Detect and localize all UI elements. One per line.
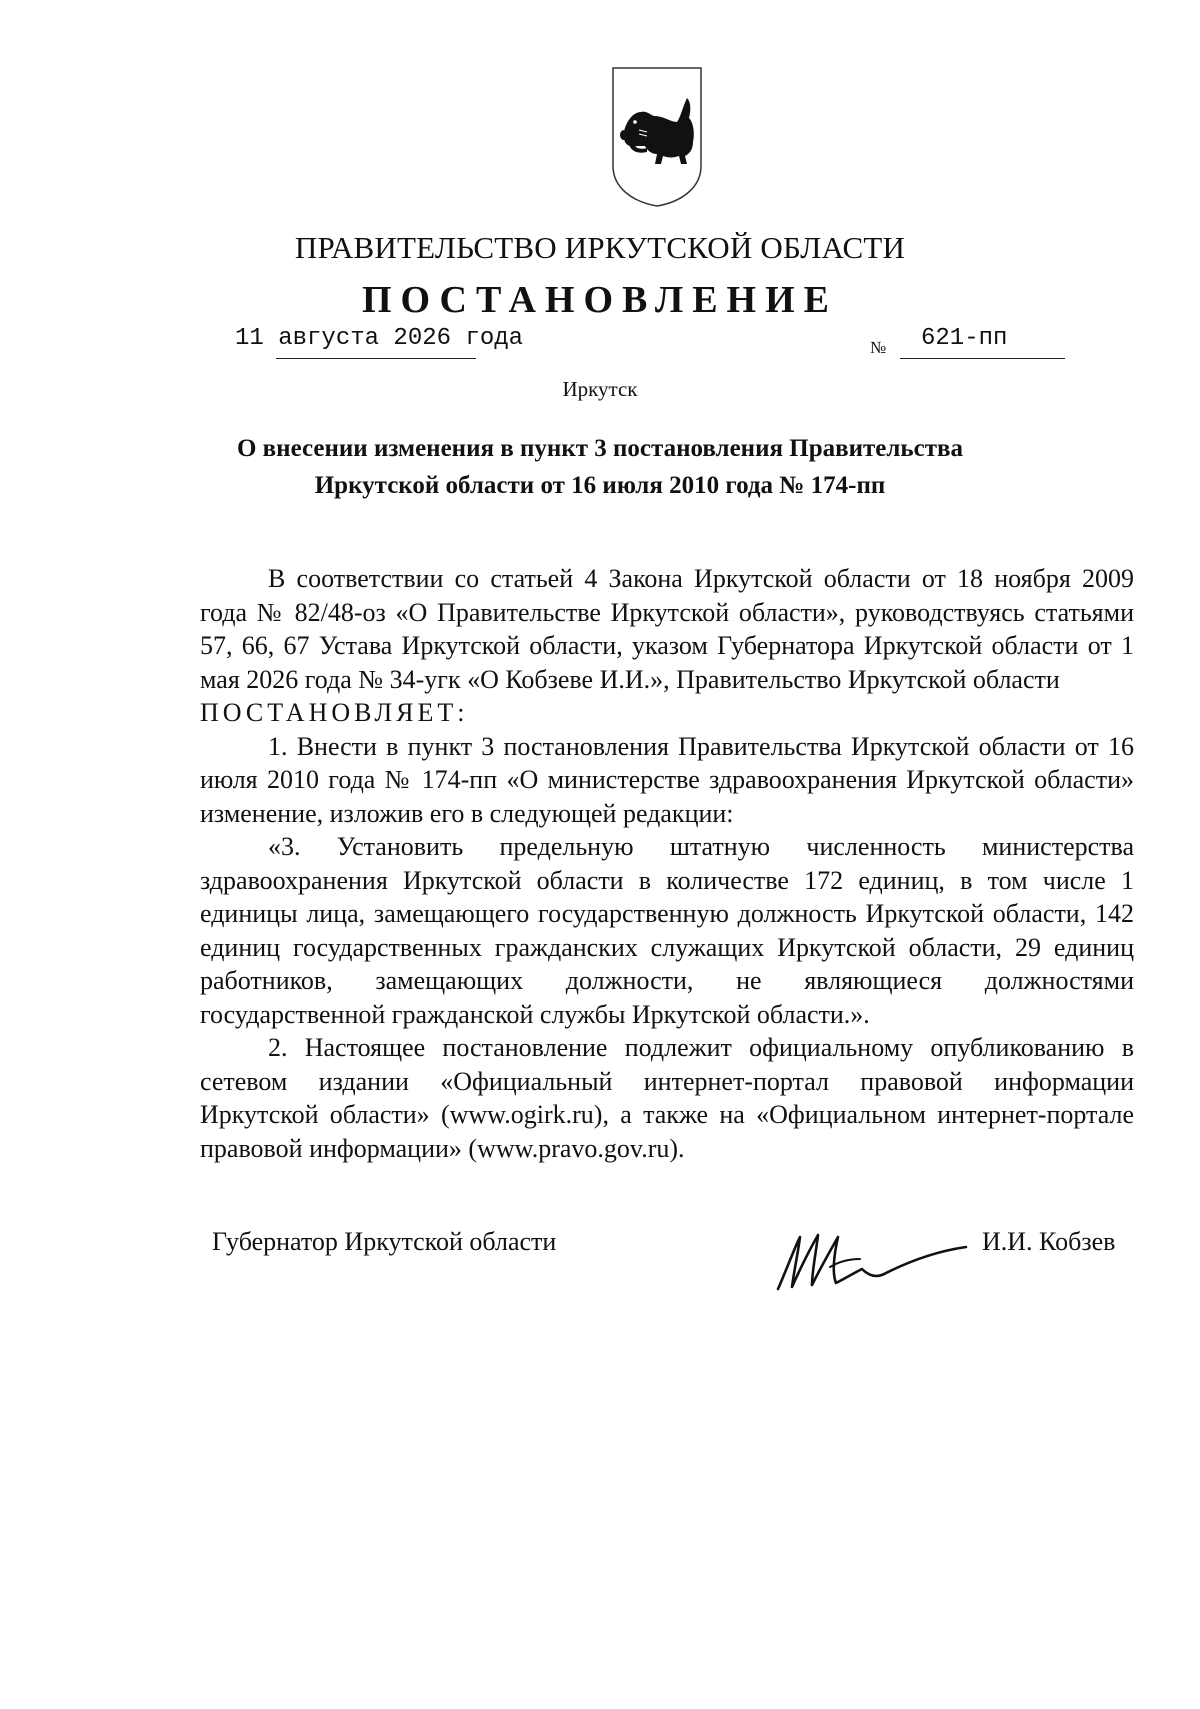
item-1-quote-paragraph: «3. Установить предельную штатную численность министерства здравоохранения Иркутской области в количестве 172 единиц, в том числе 1 единицы лица, замещающего государственную должность Иркутской области, 142 единиц государственных гражданских служащих Иркутской области, 29 единиц работников, замещающих должности, не являющиеся должностями государственной гражданской службы Иркутской области.». <box>200 832 1134 1029</box>
preamble-paragraph: В соответствии со статьей 4 Закона Иркутской области от 18 ноября 2009 года № 82/48-оз «О Правительстве Иркутской области», руководствуясь статьями 57, 66, 67 Устава Иркутской области, указом Губернатора Иркутской области от 1 мая 2026 года № 34-угк «О Кобзеве И.И.», Правительство Иркутской области <box>200 564 1134 694</box>
document-body <box>200 562 1134 1165</box>
handwritten-signature-icon <box>770 1223 970 1298</box>
irkutsk-coat-of-arms-icon <box>611 66 703 208</box>
number-sign: № <box>870 338 887 357</box>
date-underline <box>276 358 476 359</box>
decree-word: ПОСТАНОВЛЯЕТ: <box>200 698 469 727</box>
signatory-name: И.И. Кобзев <box>982 1227 1116 1256</box>
subject-line-2: Иркутской области от 16 июля 2010 года № 174-пп <box>314 472 886 499</box>
document-date: 11 августа 2026 года <box>235 325 524 352</box>
item-1-paragraph: 1. Внести в пункт 3 постановления Правительства Иркутской области от 16 июля 2010 года № 174-пп «О министерстве здравоохранения Иркутской области» изменение, изложив его в следующей редакции: <box>200 731 1134 828</box>
document-subject <box>0 430 1200 504</box>
city-name: Иркутск <box>562 377 638 401</box>
document-number: 621-пп <box>921 325 1008 352</box>
number-underline <box>900 358 1065 359</box>
subject-line-1: О внесении изменения в пункт 3 постановления Правительства <box>236 435 963 462</box>
document-type-title: ПОСТАНОВЛЕНИЕ <box>361 279 839 321</box>
item-2-paragraph: 2. Настоящее постановление подлежит официальному опубликованию в сетевом издании «Официальный интернет-портал правовой информации Иркутской области» (www.ogirk.ru), а также на «Официальном интернет-портале правовой информации» (www.pravo.gov.ru). <box>200 1033 1134 1163</box>
signatory-position: Губернатор Иркутской области <box>212 1227 557 1256</box>
government-name: ПРАВИТЕЛЬСТВО ИРКУТСКОЙ ОБЛАСТИ <box>294 230 906 265</box>
